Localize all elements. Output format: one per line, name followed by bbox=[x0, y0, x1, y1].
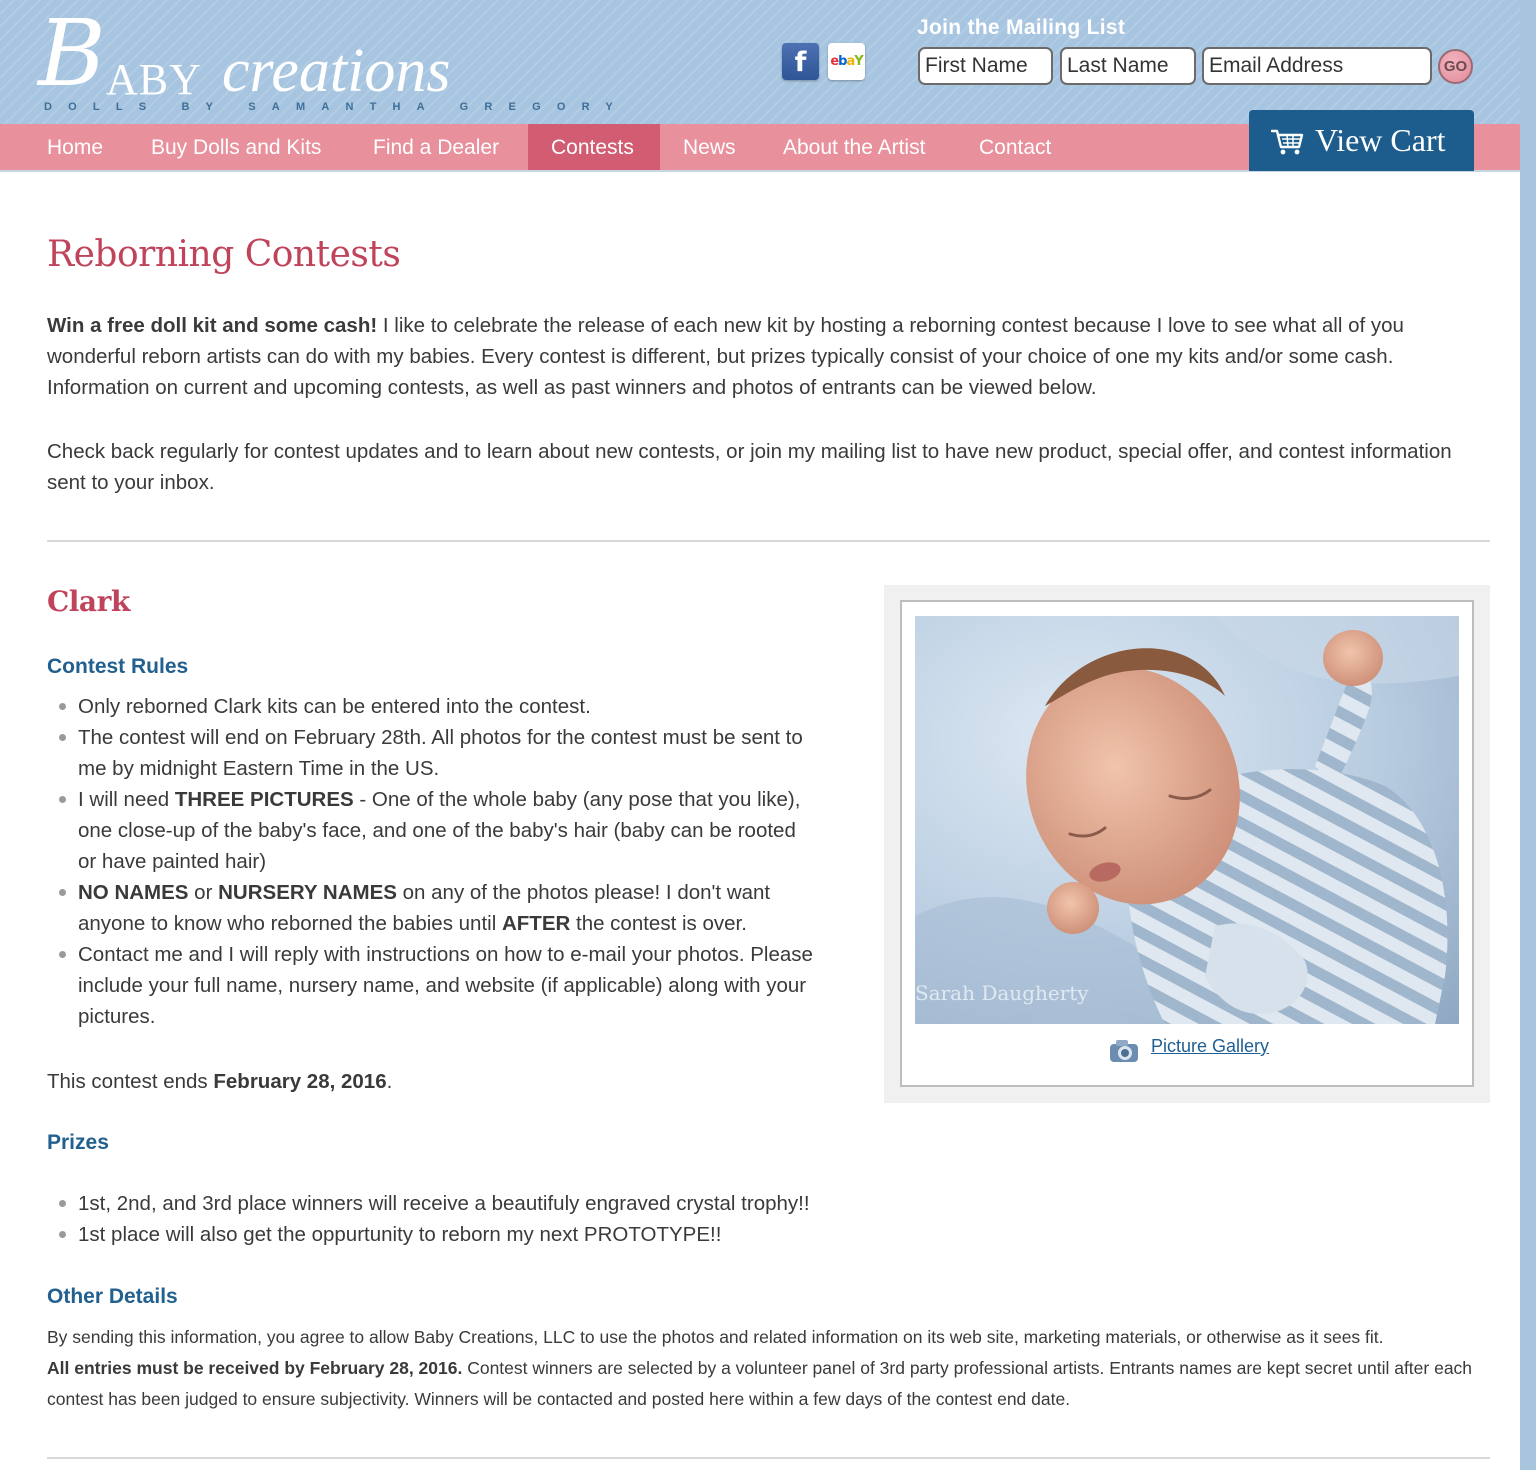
nav-contests[interactable]: Contests bbox=[528, 124, 660, 170]
rule-text: or bbox=[188, 881, 219, 904]
contest-rules-list bbox=[78, 691, 818, 1032]
doll-illustration bbox=[915, 616, 1459, 1024]
email-input[interactable] bbox=[1202, 47, 1432, 85]
prizes-list bbox=[78, 1188, 878, 1250]
ebay-letter-e: e bbox=[830, 54, 839, 69]
rule-text: the contest is over. bbox=[570, 912, 747, 935]
end-prefix: This contest ends bbox=[47, 1070, 214, 1093]
list-item: The contest will end on February 28th. All photos for the contest must be sent to me by midnight Eastern Time in the US. bbox=[78, 722, 818, 784]
intro-paragraph-2: Check back regularly for contest updates and to learn about new contests, or join my mailing list to have new product, special offer, and contest information sent to your inbox. bbox=[47, 440, 1452, 494]
last-name-input[interactable] bbox=[1060, 47, 1196, 85]
photo-panel bbox=[884, 585, 1490, 1103]
go-button[interactable]: GO bbox=[1438, 49, 1473, 84]
list-item: 1st place will also get the oppurtunity to reborn my next PROTOTYPE!! bbox=[78, 1219, 878, 1250]
site-header bbox=[0, 0, 1520, 124]
end-suffix: . bbox=[386, 1070, 393, 1093]
ebay-letter-b: b bbox=[838, 54, 847, 69]
rule-text: on any of the photos please! I don't want anyone to know who reborned the babies until bbox=[78, 881, 771, 935]
page-title: Reborning Contests bbox=[47, 234, 401, 275]
contest-title: Clark bbox=[47, 585, 130, 618]
nav-find-a-dealer[interactable]: Find a Dealer bbox=[373, 136, 500, 159]
photo-watermark: Sarah Daugherty bbox=[915, 981, 1089, 1005]
list-item bbox=[78, 877, 818, 939]
rule-bold: THREE PICTURES bbox=[174, 788, 354, 811]
camera-icon bbox=[1108, 1037, 1142, 1063]
rule-bold: NURSERY NAMES bbox=[218, 881, 397, 904]
picture-gallery-link[interactable]: Picture Gallery bbox=[1151, 1036, 1270, 1056]
nav-news[interactable]: News bbox=[683, 136, 736, 159]
rule-bold: AFTER bbox=[501, 912, 571, 935]
logo-tagline: DOLLS BY SAMANTHA GREGORY bbox=[44, 101, 629, 113]
ebay-icon[interactable] bbox=[828, 43, 865, 80]
ebay-letter-y: Y bbox=[854, 54, 863, 69]
cart-icon bbox=[1271, 128, 1305, 156]
list-item bbox=[78, 784, 818, 877]
photo-frame bbox=[900, 600, 1474, 1087]
first-name-input[interactable] bbox=[918, 47, 1053, 85]
mailing-list-title: Join the Mailing List bbox=[917, 16, 1126, 39]
details-text: By sending this information, you agree to allow Baby Creations, LLC to use the photos and related information on its web site, marketing materials, or otherwise as it sees fit. bbox=[47, 1327, 1384, 1347]
divider-bottom bbox=[47, 1457, 1490, 1459]
list-item: Contact me and I will reply with instructions on how to e-mail your photos. Please include your full name, nursery name, and website (if applicable) along with your pictures. bbox=[78, 939, 818, 1032]
nav-home[interactable]: Home bbox=[47, 136, 104, 159]
intro-bold: Win a free doll kit and some cash! bbox=[47, 314, 378, 337]
logo-script-letter: B bbox=[38, 0, 104, 107]
list-item: 1st, 2nd, and 3rd place winners will receive a beautifuly engraved crystal trophy!! bbox=[78, 1188, 878, 1219]
facebook-glyph: f bbox=[794, 47, 807, 78]
rule-text: - One of the whole baby (any pose that you like), one close-up of the baby's face, and one of the baby's hair (baby can be rooted or have painted hair) bbox=[78, 788, 801, 873]
other-details-heading: Other Details bbox=[47, 1285, 178, 1308]
nav-buy-dolls-and-kits[interactable]: Buy Dolls and Kits bbox=[151, 136, 322, 159]
facebook-icon[interactable] bbox=[782, 43, 819, 80]
prizes-heading: Prizes bbox=[47, 1131, 109, 1154]
intro-paragraph bbox=[47, 310, 1487, 403]
logo-italic: creations bbox=[222, 37, 451, 105]
nav-contact[interactable]: Contact bbox=[979, 136, 1052, 159]
contest-end-line bbox=[47, 1066, 392, 1097]
logo-caps: ABY bbox=[106, 55, 202, 104]
view-cart-button[interactable] bbox=[1249, 110, 1474, 171]
nav-about-the-artist[interactable]: About the Artist bbox=[783, 136, 926, 159]
rule-bold: NO NAMES bbox=[78, 881, 189, 904]
ebay-letter-a: a bbox=[846, 54, 855, 69]
rule-text: I will need bbox=[78, 788, 175, 811]
view-cart-label: View Cart bbox=[1315, 122, 1446, 158]
end-date: February 28, 2016 bbox=[213, 1070, 387, 1093]
other-details-text bbox=[47, 1322, 1497, 1415]
contest-rules-heading: Contest Rules bbox=[47, 655, 189, 678]
site-logo[interactable] bbox=[38, 0, 629, 118]
contest-doll-photo[interactable] bbox=[915, 616, 1459, 1024]
details-text-2: Contest winners are selected by a volunteer panel of 3rd party professional artists. Entrants names are kept secret until after each contest has been judged to ensure subjectivity. Winners will be contacted and posted here within a few days of the contest end date. bbox=[47, 1358, 1473, 1409]
divider bbox=[47, 540, 1490, 542]
list-item: Only reborned Clark kits can be entered into the contest. bbox=[78, 691, 818, 722]
intro-text: I like to celebrate the release of each new kit by hosting a reborning contest because I love to see what all of you wonderful reborn artists can do with my babies. Every contest is different, but prizes typically consist of your choice of one my kits and/or some cash. Information on current and upcoming contests, as well as past winners and photos of entrants can be viewed below. bbox=[47, 314, 1404, 399]
details-bold: All entries must be received by February 28, 2016. bbox=[47, 1358, 463, 1378]
page-edge-strip bbox=[1520, 0, 1536, 1470]
